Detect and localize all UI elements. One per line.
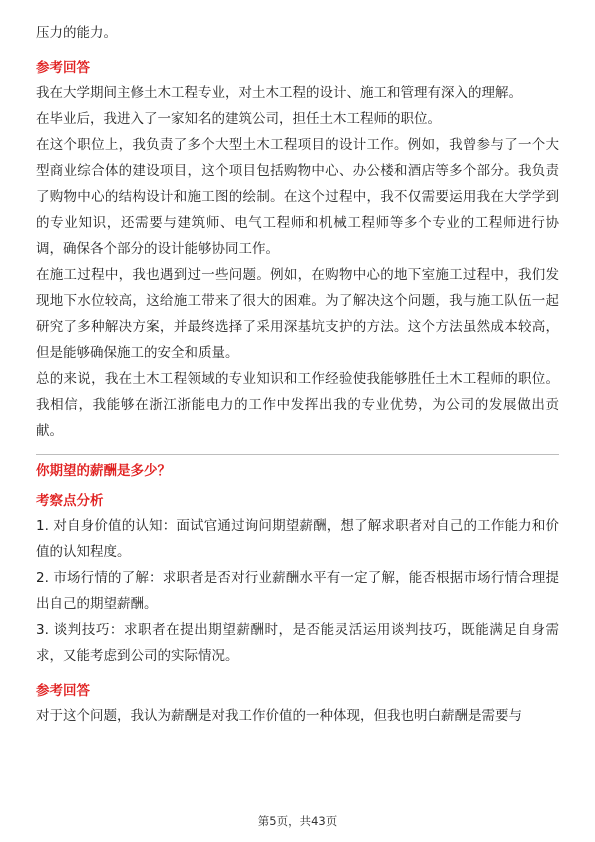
answer-paragraph: 对于这个问题，我认为薪酬是对我工作价值的一种体现，但我也明白薪酬是需要与	[36, 708, 522, 724]
reference-answer-heading: 参考回答	[36, 683, 90, 699]
reference-answer-heading: 参考回答	[36, 60, 90, 76]
analysis-point: 3. 谈判技巧：求职者在提出期望薪酬时，是否能灵活运用谈判技巧，既能满足自身需求，又能考虑到公司的实际情况。	[36, 622, 559, 664]
analysis-point: 2. 市场行情的了解：求职者是否对行业薪酬水平有一定了解，能否根据市场行情合理提出自己的期望薪酬。	[36, 570, 559, 612]
page-number: 第5页，共43页	[257, 814, 338, 828]
answer-paragraph: 我在大学期间主修土木工程专业，对土木工程的设计、施工和管理有深入的理解。	[36, 85, 522, 101]
question-title: 你期望的薪酬是多少？	[36, 463, 171, 479]
previous-answer-tail: 压力的能力。	[36, 25, 117, 41]
answer-paragraph: 在毕业后，我进入了一家知名的建筑公司，担任土木工程师的职位。	[36, 111, 441, 127]
analysis-point: 1. 对自身价值的认知：面试官通过询问期望薪酬，想了解求职者对自己的工作能力和价值的认知程度。	[36, 518, 559, 560]
answer-paragraph: 在施工过程中，我也遇到过一些问题。例如，在购物中心的地下室施工过程中，我们发现地下水位较高，这给施工带来了很大的困难。为了解决这个问题，我与施工队伍一起研究了多种解决方案，并最终选择了采用深基坑支护的方法。这个方法虽然成本较高，但是能够确保施工的安全和质量。	[36, 267, 559, 361]
answer-paragraph: 总的来说，我在土木工程领域的专业知识和工作经验使我能够胜任土木工程师的职位。我相信，我能够在浙江浙能电力的工作中发挥出我的专业优势，为公司的发展做出贡献。	[36, 371, 559, 439]
answer-paragraph: 在这个职位上，我负责了多个大型土木工程项目的设计工作。例如，我曾参与了一个大型商业综合体的建设项目，这个项目包括购物中心、办公楼和酒店等多个部分。我负责了购物中心的结构设计和施工图的绘制。在这个过程中，我不仅需要运用我在大学学到的专业知识，还需要与建筑师、电气工程师和机械工程师等多个专业的工程师进行协调，确保各个部分的设计能够协同工作。	[36, 137, 559, 257]
section-divider	[36, 454, 559, 455]
document-page	[36, 20, 559, 729]
analysis-heading: 考察点分析	[36, 493, 104, 509]
